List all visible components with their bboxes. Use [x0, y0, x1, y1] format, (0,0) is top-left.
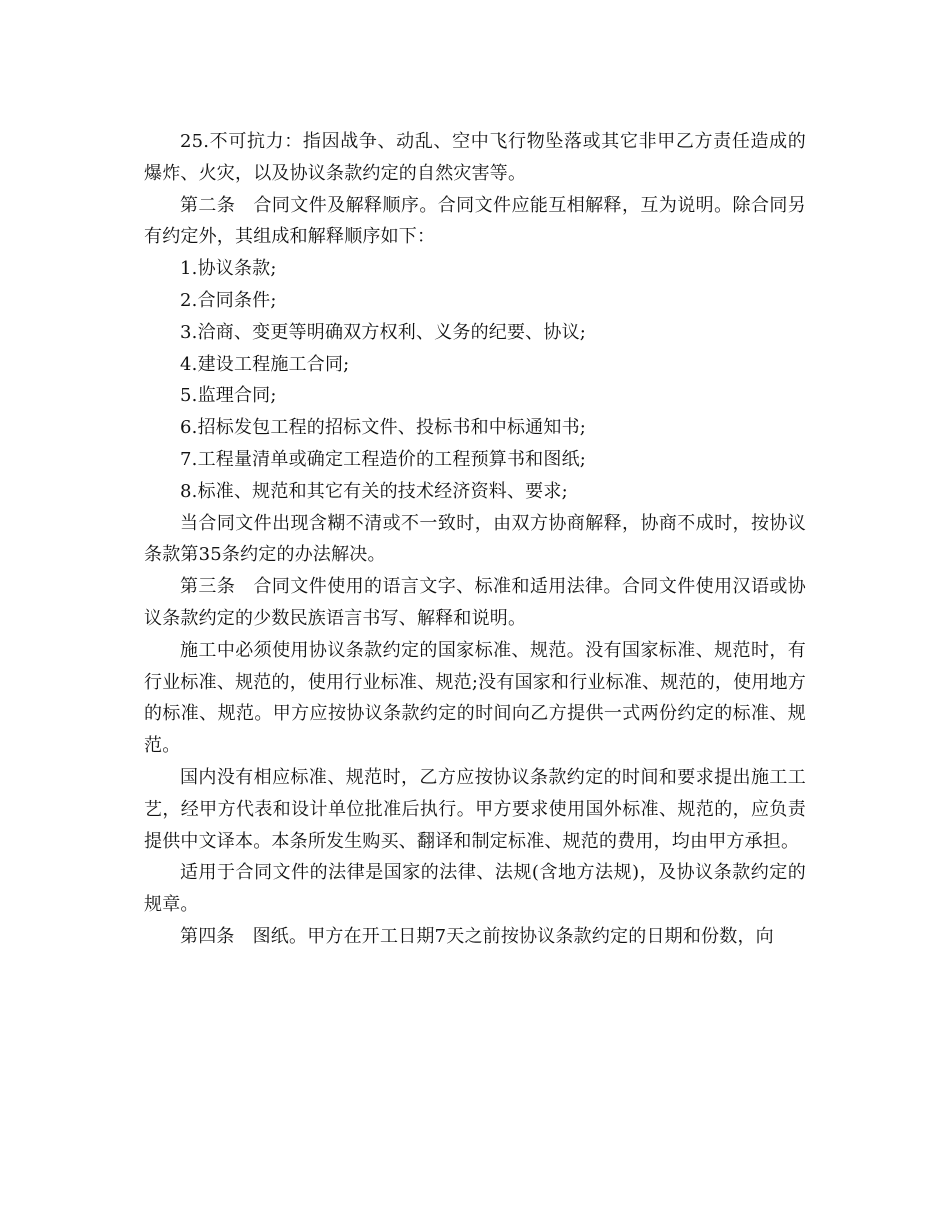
paragraph-foreign-standards — [144, 762, 806, 857]
article-heading: 第二条 — [180, 194, 236, 216]
article-heading: 第三条 — [180, 576, 236, 598]
paragraph-applicable-law — [144, 857, 806, 921]
paragraph-article-2 — [144, 190, 806, 254]
list-item-5 — [144, 380, 806, 412]
paragraph-article-4 — [144, 921, 806, 953]
paragraph-article-3 — [144, 571, 806, 635]
list-item-8 — [144, 476, 806, 508]
paragraph-text: 图纸。甲方在开工日期7天之前按协议条款约定的日期和份数，向 — [252, 925, 774, 947]
article-heading: 第四条 — [180, 925, 235, 947]
paragraph-text: 合同文件使用的语言文字、标准和适用法律。合同文件使用汉语或协议条款约定的少数民族语言书写、解释和说明。 — [144, 576, 806, 629]
paragraph-text: 适用于合同文件的法律是国家的法律、法规(含地方法规)，及协议条款约定的规章。 — [144, 862, 806, 916]
paragraph-force-majeure-definition — [144, 126, 806, 190]
paragraph-text: 合同文件及解释顺序。合同文件应能互相解释，互为说明。除合同另有约定外，其组成和解释顺序如下： — [144, 194, 806, 248]
paragraph-text: 2.合同条件; — [180, 289, 277, 311]
paragraph-text: 8.标准、规范和其它有关的技术经济资料、要求; — [180, 480, 568, 502]
list-item-2 — [144, 285, 806, 317]
paragraph-text: 5.监理合同; — [180, 385, 277, 407]
list-item-4 — [144, 349, 806, 381]
paragraph-text: 国内没有相应标准、规范时，乙方应按协议条款约定的时间和要求提出施工工艺，经甲方代表和设计单位批准后执行。甲方要求使用国外标准、规范的，应负责提供中文译本。本条所发生购买、翻译和制定标准、规范的费用，均由甲方承担。 — [144, 766, 806, 852]
paragraph-text: 7.工程量清单或确定工程造价的工程预算书和图纸; — [180, 448, 587, 470]
paragraph-text: 3.洽商、变更等明确双方权利、义务的纪要、协议; — [180, 321, 587, 343]
list-item-1 — [144, 253, 806, 285]
list-item-6 — [144, 412, 806, 444]
paragraph-conflict-resolution — [144, 508, 806, 572]
paragraph-standards — [144, 635, 806, 762]
list-item-3 — [144, 317, 806, 349]
paragraph-text: 4.建设工程施工合同; — [180, 353, 350, 375]
paragraph-text: 当合同文件出现含糊不清或不一致时，由双方协商解释，协商不成时，按协议条款第35条约定的办法解决。 — [144, 512, 806, 566]
paragraph-text: 6.招标发包工程的招标文件、投标书和中标通知书; — [180, 417, 587, 439]
paragraph-text: 施工中必须使用协议条款约定的国家标准、规范。没有国家标准、规范时，有行业标准、规范的，使用行业标准、规范;没有国家和行业标准、规范的，使用地方的标准、规范。甲方应按协议条款约定的时间向乙方提供一式两份约定的标准、规范。 — [144, 639, 806, 757]
paragraph-text: 1.协议条款; — [180, 258, 277, 280]
list-item-7 — [144, 444, 806, 476]
document-body — [144, 126, 806, 953]
paragraph-text: 25.不可抗力：指因战争、动乱、空中飞行物坠落或其它非甲乙方责任造成的爆炸、火灾，以及协议条款约定的自然灾害等。 — [144, 131, 806, 184]
